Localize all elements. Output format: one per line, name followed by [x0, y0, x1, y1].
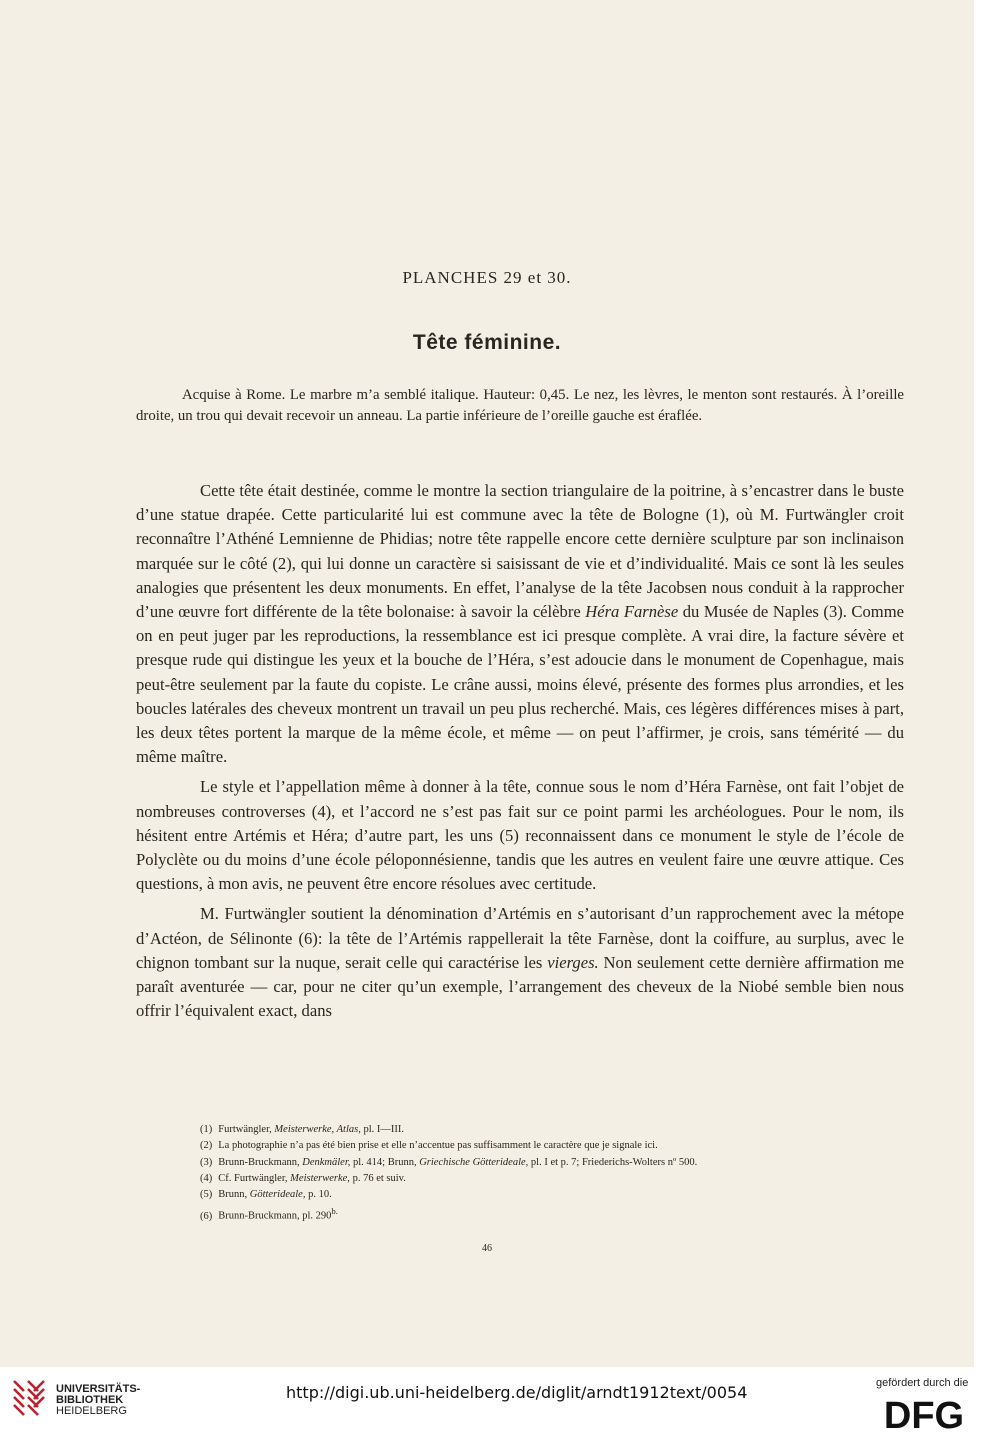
footnote-number: (5) [200, 1189, 213, 1201]
footnote-italic: Griechische Götterideale, [419, 1156, 529, 1168]
library-line: BIBLIOTHEK [56, 1394, 124, 1406]
paragraph-2 [136, 775, 904, 896]
footnote-text: La photographie n’a pas été bien prise et elle n’accentue pas suffisamment le caractère que je signale ici. [218, 1140, 658, 1152]
footnote [200, 1138, 900, 1154]
footnote-text: Cf. Furtwängler, [218, 1172, 291, 1184]
footnote-text: Brunn-Bruckmann, pl. 290 [218, 1210, 332, 1222]
footnote-number: (1) [200, 1124, 213, 1135]
footnote-italic: Götterideale, [249, 1189, 306, 1201]
footnote-text: p. 10. [305, 1189, 332, 1201]
footnote-text: pl. I—III. [360, 1124, 404, 1135]
body-text [136, 479, 904, 1029]
footnote [200, 1171, 900, 1187]
paragraph-text: Le style et l’appellation même à donner à la tête, connue sous le nom d’Héra Farnèse, ont fait l’objet de nombreuses controverses (4), et l’accord ne s’est pas fait sur ce point parmi les archéologues. Pour le nom, ils hésitent entre Artémis et Héra; d’autre part, les uns (5) reconnaissent dans ce monument le style de l’école de Polyclète ou du moins d’une école péloponnésienne, tandis que les autres en veulent faire une œuvre attique. Ces questions, à mon avis, ne peuvent être encore résolues avec certitude. [136, 777, 904, 894]
footnote-text: pl. I et p. 7; Friederichs-Wolters nº 500. [528, 1156, 698, 1168]
footnote-text: Brunn, [218, 1189, 250, 1201]
intro-paragraph [136, 385, 904, 426]
paragraph-text: du Musée de Naples (3). Comme on en peut juger par les reproductions, la ressemblance est ici presque complète. A vrai dire, la facture sévère et presque rude qui distingue les yeux et la bouche de l’Héra, s’est adoucie dans le monument de Copenhague, mais peut-être seulement par la faute du copiste. Le crâne aussi, moins élevé, présente des formes plus arrondies, et les boucles latérales des cheveux montrent un travail un peu plus recherché. Mais, ces légères différences mises à part, les deux têtes portent la marque de la même école, et même — on peut l’affirmer, je crois, sans témérité — du même maître. [136, 602, 904, 767]
paragraph-italic: Héra Farnèse [585, 602, 679, 622]
footnote-italic: Meisterwerke, [290, 1172, 350, 1184]
footnote-text: Brunn-Bruckmann, [218, 1156, 303, 1168]
paragraph-text: Cette tête était destinée, comme le montre la section triangulaire de la poitrine, à s’encastrer dans le buste d’une statue drapée. Cette particularité lui est commune avec la tête de Bologne (1), où M. Furtwängler croit reconnaître l’Athéné Lemnienne de Phidias; notre tête rappelle encore cette dernière sculpture par son inclinaison marquée sur le côté (2), qui lui donne un caractère si saisissant de vie et d’individualité. Mais ce sont là les seules analogies que présentent les deux monuments. En effet, l’analyse de la tête Jacobsen nous conduit à la rapprocher d’une œuvre fort différente de la tête bolonaise: à savoir la célèbre [136, 481, 904, 622]
dfg-logo-text: DFG [883, 1396, 965, 1432]
paragraph-text: M. Furtwängler soutient la dénomination d’Artémis en s’autorisant d’un rapprochement avec la métope d’Actéon, de Sélinonte (6): la tête de l’Artémis rappellerait la tête Farnèse, dont la coiffure, au surplus, avec le chignon tombant sur la nuque, serait celle qui caractérise les [136, 904, 904, 972]
library-line: UNIVERSITÄTS- [56, 1383, 141, 1395]
footnote-superscript: b. [331, 1206, 338, 1217]
intro-text: Acquise à Rome. Le marbre m’a semblé italique. Hauteur: 0,45. Le nez, les lèvres, le menton sont restaurés. À l’oreille droite, un trou qui devait recevoir un anneau. La partie inférieure de l’oreille gauche est éraflée. [136, 387, 904, 424]
viewer-footer [0, 1367, 985, 1439]
paragraph-3 [136, 902, 904, 1023]
footnote-text: p. 76 et suiv. [349, 1172, 406, 1184]
footnote [200, 1155, 900, 1171]
page-edge [974, 0, 985, 1367]
footnote-number: (4) [200, 1172, 213, 1184]
library-name[interactable] [56, 1384, 140, 1417]
funding-label: gefördert durch die [876, 1377, 969, 1389]
footnote [200, 1122, 900, 1138]
heidelberg-library-logo-icon[interactable] [10, 1377, 50, 1421]
plates-heading: PLANCHES 29 et 30. [402, 268, 572, 287]
footnote-number: (3) [200, 1156, 213, 1168]
footnote-text: pl. 414; Brunn, [350, 1156, 420, 1168]
footnote-italic: Meisterwerke, Atlas, [274, 1124, 361, 1135]
footnote [200, 1203, 900, 1225]
paragraph-italic: vierges. [547, 952, 599, 972]
page-number: 46 [482, 1243, 492, 1254]
footnote-number: (6) [200, 1210, 213, 1222]
footnote [200, 1187, 900, 1203]
footnote-italic: Denkmäler, [302, 1156, 351, 1168]
permalink[interactable]: http://digi.ub.uni-heidelberg.de/diglit/arndt1912text/0054 [286, 1383, 748, 1402]
footnote-number: (2) [200, 1140, 213, 1152]
footnotes [200, 1122, 900, 1225]
footnote-text: Furtwängler, [218, 1124, 275, 1135]
page-title: Tête féminine. [412, 331, 562, 354]
library-line: HEIDELBERG [56, 1405, 127, 1417]
dfg-logo[interactable] [876, 1396, 972, 1432]
paragraph-text: Non seulement cette dernière affirmation me paraît aventurée — car, pour ne citer qu’un exemple, l’arrangement des cheveux de la Niobé semble bien nous offrir l’équivalent exact, dans [136, 952, 904, 1021]
paragraph-1 [136, 479, 904, 769]
